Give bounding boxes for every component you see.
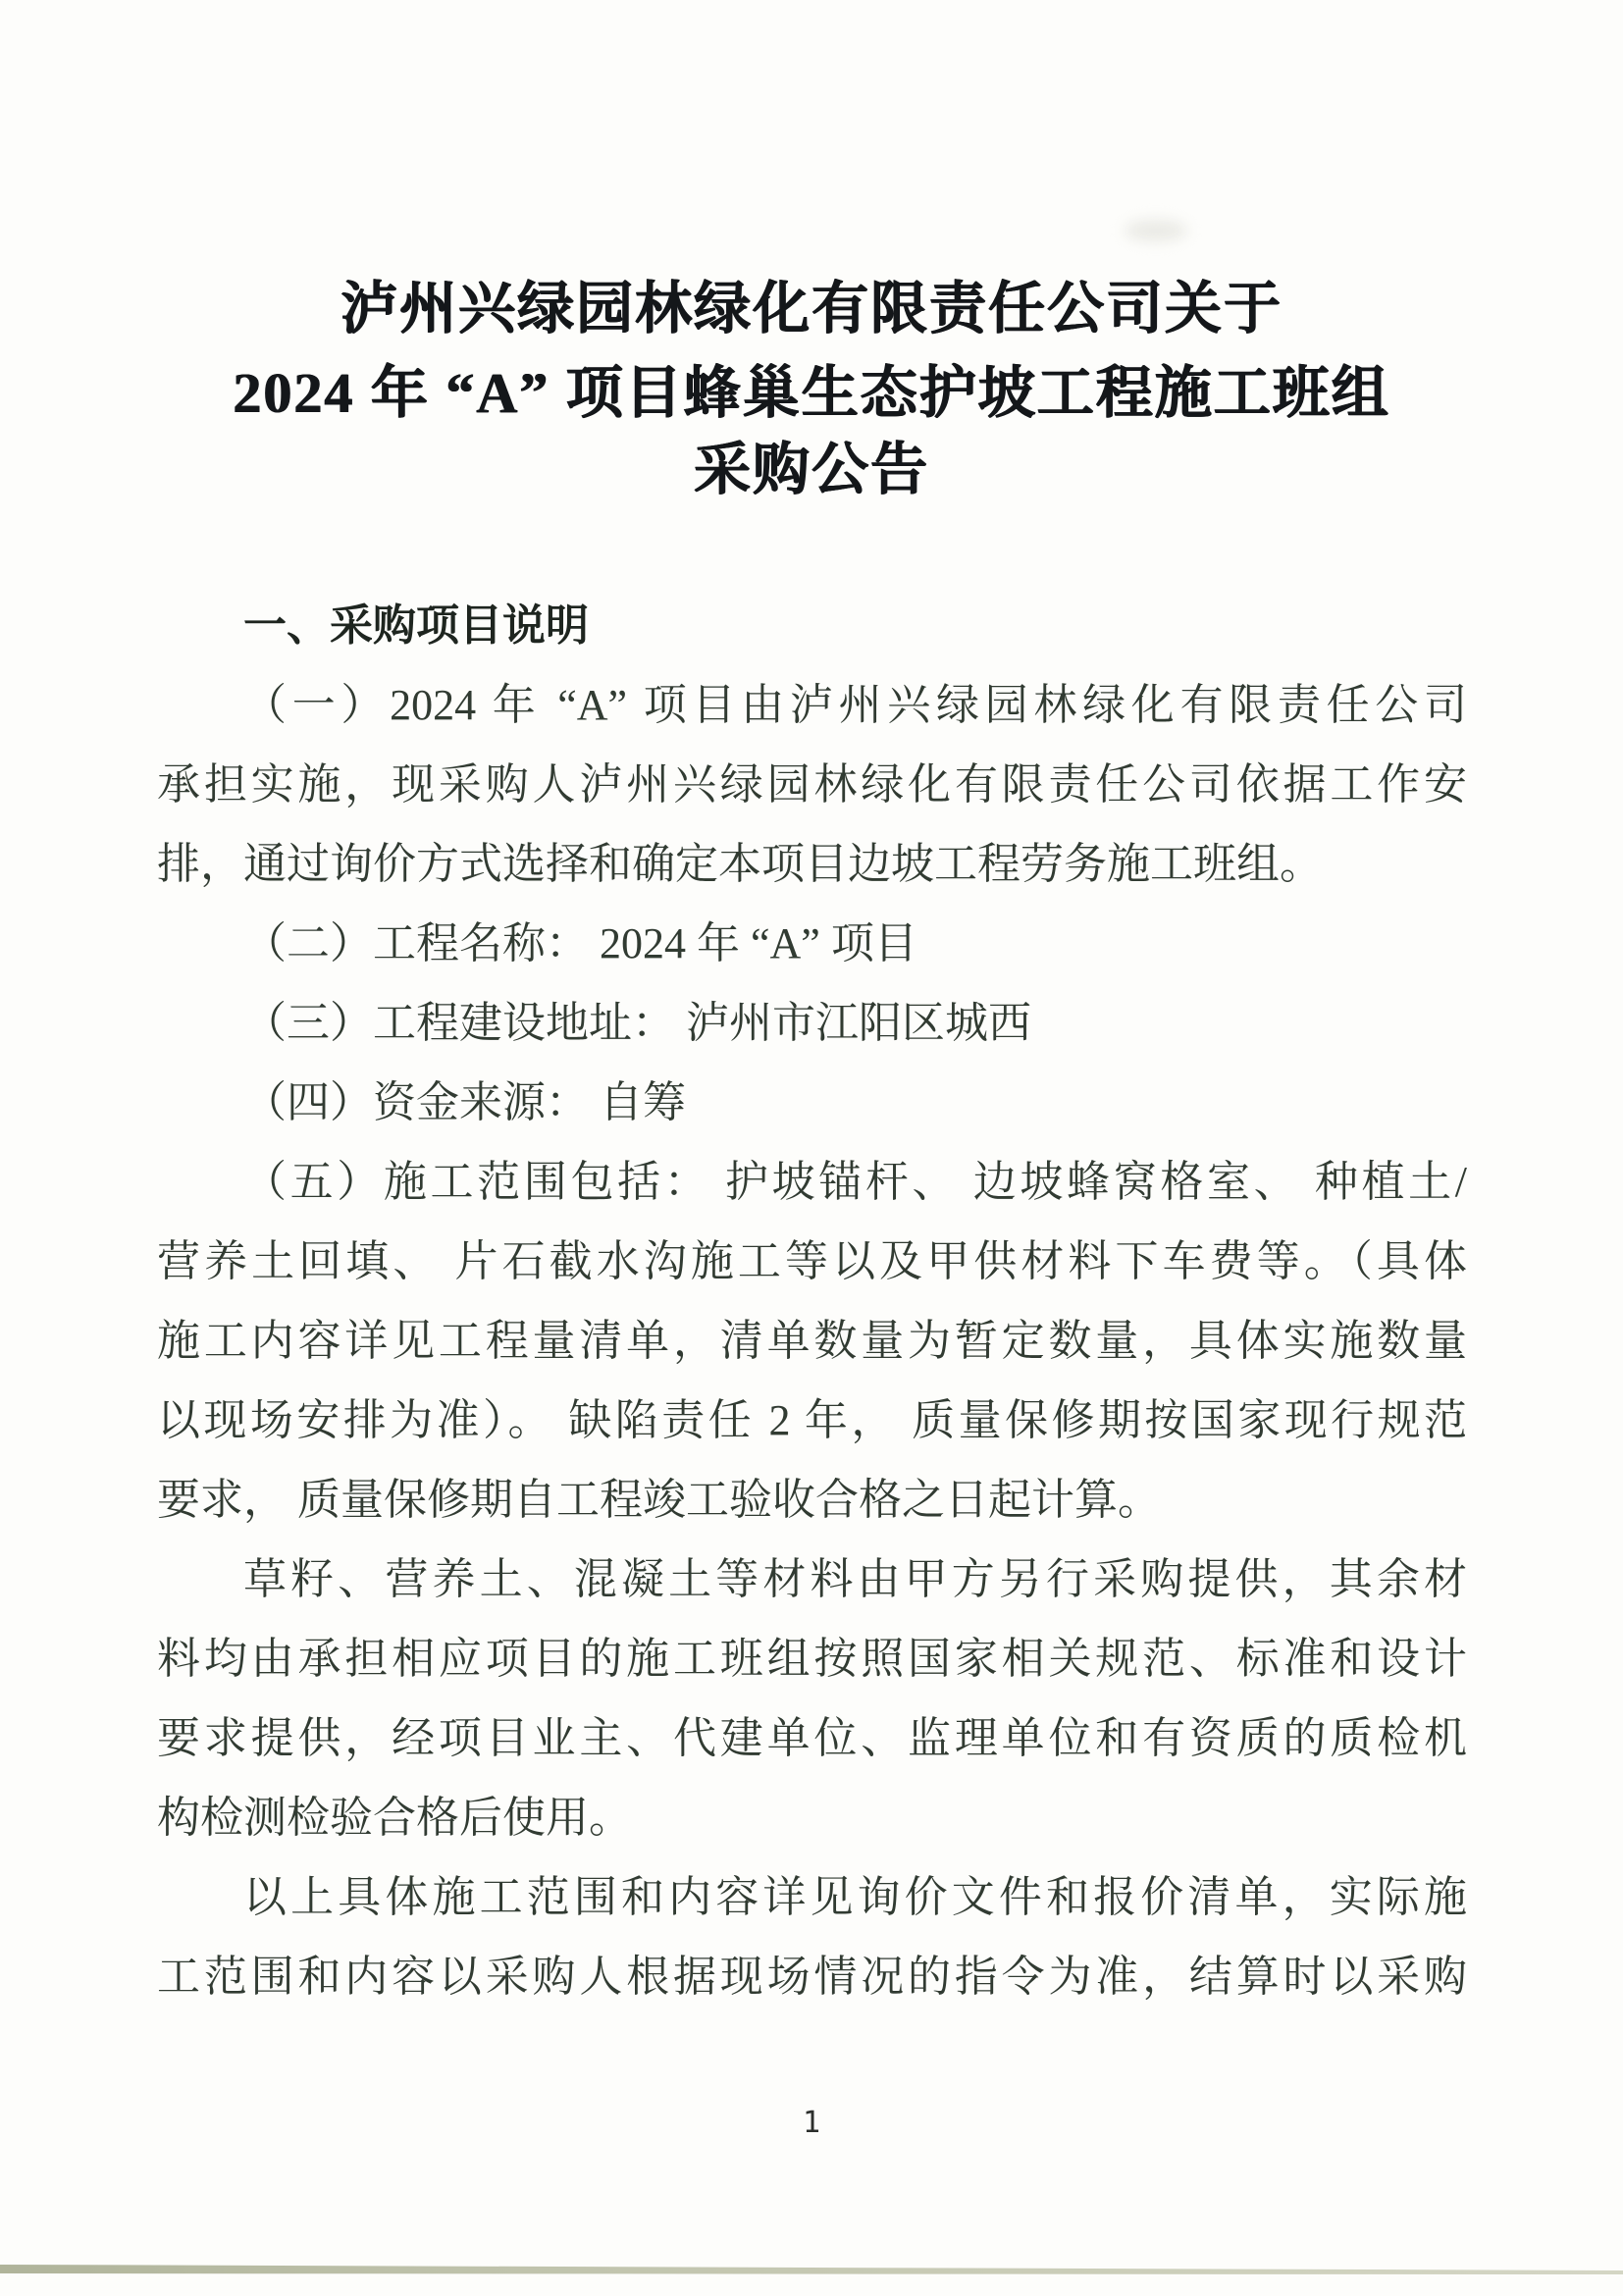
body-line: 要求提供，经项目业主、代建单位、监理单位和有资质的质检机: [157, 1714, 1467, 1762]
scan-edge-artifact: [0, 2263, 1623, 2276]
title-line-3: 采购公告: [693, 438, 929, 501]
body-line: 工范围和内容以采购人根据现场情况的指令为准，结算时以采购: [157, 1953, 1467, 2001]
document-body: [157, 586, 1467, 2016]
body-line: （四）资金来源： 自筹: [243, 1078, 686, 1126]
body-line: 承担实施，现采购人泸州兴绿园林绿化有限责任公司依据工作安: [157, 760, 1467, 809]
body-line: 排，通过询价方式选择和确定本项目边坡工程劳务施工班组。: [157, 840, 1323, 888]
body-line: 施工内容详见工程量清单，清单数量为暂定数量，具体实施数量: [157, 1317, 1467, 1365]
body-line: 以现场安排为准）。 缺陷责任 2 年， 质量保修期按国家现行规范: [157, 1396, 1467, 1444]
body-line: 营养土回填、 片石截水沟施工等以及甲供材料下车费等。（具体: [157, 1237, 1467, 1285]
body-line: 料均由承担相应项目的施工班组按照国家相关规范、标准和设计: [157, 1635, 1467, 1683]
body-line: 以上具体施工范围和内容详见询价文件和报价清单，实际施: [243, 1873, 1467, 1921]
body-line: 要求， 质量保修期自工程竣工验收合格之日起计算。: [157, 1476, 1161, 1524]
page-number: 1: [802, 2106, 821, 2140]
body-line: （三）工程建设地址： 泸州市江阳区城西: [243, 999, 1031, 1047]
body-line: 构检测检验合格后使用。: [157, 1794, 632, 1842]
document-title: [0, 263, 1623, 508]
body-line: （五）施工范围包括： 护坡锚杆、 边坡蜂窝格室、 种植土/: [243, 1158, 1467, 1206]
body-line: （一）2024 年 “A” 项目由泸州兴绿园林绿化有限责任公司: [243, 681, 1467, 729]
body-line: （二）工程名称： 2024 年 “A” 项目: [243, 919, 917, 967]
scan-smudge-artifact: [1125, 220, 1187, 241]
title-line-2: 2024 年 “A” 项目蜂巢生态护坡工程施工班组: [233, 361, 1390, 425]
title-line-1: 泸州兴绿园林绿化有限责任公司关于: [340, 277, 1283, 340]
body-line: 草籽、营养土、混凝土等材料由甲方另行采购提供，其余材: [243, 1555, 1467, 1603]
section-heading: 一、采购项目说明: [243, 601, 589, 650]
